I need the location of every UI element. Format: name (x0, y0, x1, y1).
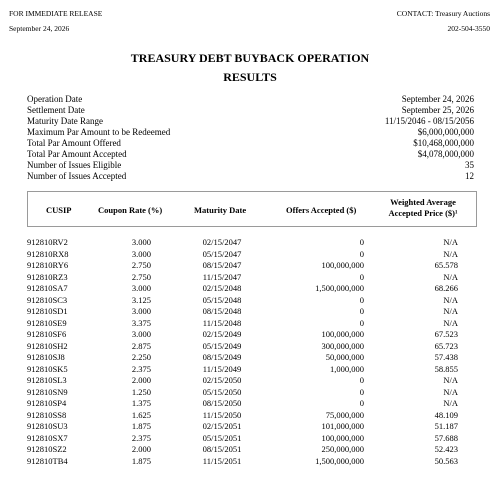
cell-price: N/A (443, 386, 458, 397)
cell-maturity: 05/15/2049 (202, 340, 242, 351)
cell-coupon: 3.000 (131, 248, 151, 259)
document-title: TREASURY DEBT BUYBACK OPERATION (130, 51, 370, 65)
cell-coupon: 1.375 (131, 398, 151, 408)
summary-value: September 25, 2026 (401, 105, 474, 115)
summary-value: September 24, 2026 (401, 94, 474, 104)
cell-maturity: 08/15/2048 (202, 306, 242, 316)
cell-cusip: 912810SS8 (27, 409, 67, 420)
cell-cusip: 912810SH2 (27, 340, 68, 351)
cell-maturity: 05/15/2051 (202, 432, 242, 443)
summary-label: Number of Issues Eligible (27, 160, 122, 170)
table-row (27, 398, 477, 410)
cell-maturity: 02/15/2051 (202, 421, 242, 431)
summary-value: $4,078,000,000 (417, 149, 474, 159)
cell-offers: 0 (359, 271, 364, 282)
cell-price: N/A (443, 294, 458, 305)
cell-price: N/A (443, 237, 458, 247)
summary-value: $10,468,000,000 (413, 138, 474, 148)
summary-label: Number of Issues Accepted (27, 171, 127, 181)
summary-value: 11/15/2046 - 08/15/2056 (384, 116, 474, 126)
cell-offers: 0 (359, 306, 364, 316)
column-header-price-line1: Weighted Average (390, 197, 456, 207)
cell-coupon: 2.000 (131, 375, 151, 385)
cell-maturity: 08/15/2051 (202, 444, 242, 454)
table-row (27, 410, 477, 422)
cell-cusip: 912810RZ3 (27, 271, 68, 282)
table-row (27, 341, 477, 353)
table-header (27, 191, 477, 227)
cell-price: 68.266 (434, 283, 458, 293)
cell-offers: 75,000,000 (325, 409, 364, 420)
release-label: FOR IMMEDIATE RELEASE (9, 9, 103, 18)
cell-maturity: 11/15/2049 (202, 363, 242, 374)
cell-maturity: 05/15/2048 (202, 294, 242, 305)
table-row (27, 387, 477, 399)
summary-row (27, 138, 474, 149)
cell-price: N/A (443, 398, 458, 408)
summary-label: Maturity Date Range (27, 116, 103, 126)
cell-offers: 1,500,000,000 (315, 455, 364, 466)
cell-offers: 100,000,000 (321, 432, 364, 443)
cell-offers: 50,000,000 (325, 352, 364, 362)
cell-maturity: 08/15/2047 (202, 260, 242, 270)
cell-price: 50.563 (434, 455, 458, 466)
cell-cusip: 912810SP4 (27, 398, 67, 408)
contact-label: CONTACT: Treasury Auctions (396, 9, 490, 18)
column-header-price (373, 197, 473, 219)
cell-offers: 250,000,000 (321, 444, 364, 454)
cell-maturity: 02/15/2050 (202, 375, 242, 385)
cell-maturity: 08/15/2049 (202, 352, 242, 362)
cell-price: N/A (443, 375, 458, 385)
summary-row (27, 171, 474, 182)
cell-price: 48.109 (434, 409, 458, 420)
table-row (27, 364, 477, 376)
cell-coupon: 2.000 (131, 444, 151, 454)
cell-maturity: 11/15/2047 (202, 271, 242, 282)
cell-cusip: 912810SE9 (27, 317, 67, 328)
cell-cusip: 912810SD1 (27, 306, 68, 316)
document-subtitle: RESULTS (223, 70, 277, 84)
cell-cusip: 912810SU3 (27, 421, 68, 431)
header-right (397, 8, 490, 35)
table-row (27, 329, 477, 341)
table-row (27, 283, 477, 295)
cell-offers: 1,000,000 (330, 363, 364, 374)
cell-cusip: 912810SK5 (27, 363, 68, 374)
release-date: September 24, 2026 (9, 24, 70, 33)
cell-cusip: 912810RV2 (27, 237, 68, 247)
cell-maturity: 11/15/2051 (202, 455, 242, 466)
cell-coupon: 3.000 (131, 283, 151, 293)
cell-maturity: 02/15/2049 (202, 329, 242, 339)
cell-coupon: 3.000 (131, 329, 151, 339)
summary-label: Total Par Amount Offered (27, 138, 121, 148)
column-header-offers: Offers Accepted ($) (286, 205, 357, 215)
cell-coupon: 2.750 (131, 260, 151, 270)
cell-offers: 0 (359, 398, 364, 408)
cell-coupon: 3.000 (131, 306, 151, 316)
column-header-cusip: CUSIP (46, 205, 72, 215)
cell-price: 67.523 (434, 329, 458, 339)
cell-price: N/A (443, 248, 458, 259)
cell-offers: 1,500,000,000 (315, 283, 364, 293)
summary-row (27, 116, 474, 127)
cell-maturity: 05/15/2047 (202, 248, 242, 259)
cell-cusip: 912810SN9 (27, 386, 68, 397)
cell-price: N/A (443, 271, 458, 282)
cell-price: 52.423 (434, 444, 458, 454)
cell-coupon: 2.750 (131, 271, 151, 282)
cell-offers: 0 (359, 237, 364, 247)
summary-row (27, 160, 474, 171)
cell-offers: 100,000,000 (321, 329, 364, 339)
summary-section (27, 94, 474, 182)
cell-price: 57.688 (434, 432, 458, 443)
cell-offers: 101,000,000 (321, 421, 364, 431)
summary-value: 12 (465, 171, 474, 181)
summary-row (27, 149, 474, 160)
cell-maturity: 08/15/2050 (202, 398, 242, 408)
cell-cusip: 912810SC3 (27, 294, 68, 305)
cell-cusip: 912810SZ2 (27, 444, 67, 454)
cell-offers: 0 (359, 294, 364, 305)
column-header-coupon: Coupon Rate (%) (98, 205, 163, 215)
summary-value: 35 (465, 160, 474, 170)
cell-price: 57.438 (434, 352, 458, 362)
table-row (27, 375, 477, 387)
cell-coupon: 2.250 (131, 352, 151, 362)
summary-label: Maximum Par Amount to be Redeemed (27, 127, 171, 137)
cell-maturity: 02/15/2047 (202, 237, 242, 247)
cell-price: N/A (443, 306, 458, 316)
cell-coupon: 2.375 (131, 363, 151, 374)
table-row (27, 272, 477, 284)
cell-cusip: 912810RY6 (27, 260, 69, 270)
summary-label: Total Par Amount Accepted (27, 149, 127, 159)
table-row (27, 433, 477, 445)
cell-maturity: 05/15/2050 (202, 386, 242, 397)
table-row (27, 260, 477, 272)
cell-offers: 0 (359, 317, 364, 328)
table-row (27, 318, 477, 330)
cell-cusip: 912810TB4 (27, 455, 68, 466)
cell-cusip: 912810SF6 (27, 329, 67, 339)
cell-coupon: 2.875 (131, 340, 151, 351)
cell-coupon: 1.625 (131, 409, 151, 420)
summary-value: $6,000,000,000 (417, 127, 474, 137)
cell-price: 65.578 (434, 260, 458, 270)
header-left (9, 8, 102, 35)
table-row (27, 249, 477, 261)
cell-cusip: 912810SX7 (27, 432, 68, 443)
cell-offers: 0 (359, 248, 364, 259)
summary-label: Settlement Date (27, 105, 85, 115)
summary-label: Operation Date (27, 94, 83, 104)
cell-maturity: 11/15/2048 (202, 317, 242, 328)
results-table-body (27, 237, 477, 467)
cell-price: N/A (443, 317, 458, 328)
summary-row (27, 127, 474, 138)
column-header-maturity: Maturity Date (194, 205, 247, 215)
cell-offers: 300,000,000 (321, 340, 364, 351)
cell-maturity: 02/15/2048 (202, 283, 242, 293)
column-header-price-line2: Accepted Price ($)¹ (388, 208, 458, 218)
contact-phone: 202-504-3550 (447, 24, 490, 33)
cell-coupon: 1.250 (131, 386, 151, 397)
cell-offers: 100,000,000 (321, 260, 364, 270)
cell-cusip: 912810RX8 (27, 248, 69, 259)
table-row (27, 295, 477, 307)
cell-maturity: 11/15/2050 (202, 409, 242, 420)
cell-coupon: 3.000 (131, 237, 151, 247)
cell-price: 51.187 (434, 421, 458, 431)
cell-offers: 0 (359, 386, 364, 397)
table-row (27, 444, 477, 456)
cell-offers: 0 (359, 375, 364, 385)
cell-coupon: 2.375 (131, 432, 151, 443)
cell-cusip: 912810SA7 (27, 283, 68, 293)
cell-cusip: 912810SJ8 (27, 352, 65, 362)
table-row (27, 306, 477, 318)
cell-coupon: 3.375 (131, 317, 151, 328)
cell-coupon: 1.875 (131, 455, 151, 466)
cell-price: 58.855 (434, 363, 458, 374)
table-row (27, 421, 477, 433)
table-row (27, 456, 477, 468)
cell-coupon: 1.875 (131, 421, 151, 431)
cell-coupon: 3.125 (131, 294, 151, 305)
table-row (27, 352, 477, 364)
cell-cusip: 912810SL3 (27, 375, 67, 385)
summary-row (27, 94, 474, 105)
table-row (27, 237, 477, 249)
cell-price: 65.723 (434, 340, 458, 351)
summary-row (27, 105, 474, 116)
